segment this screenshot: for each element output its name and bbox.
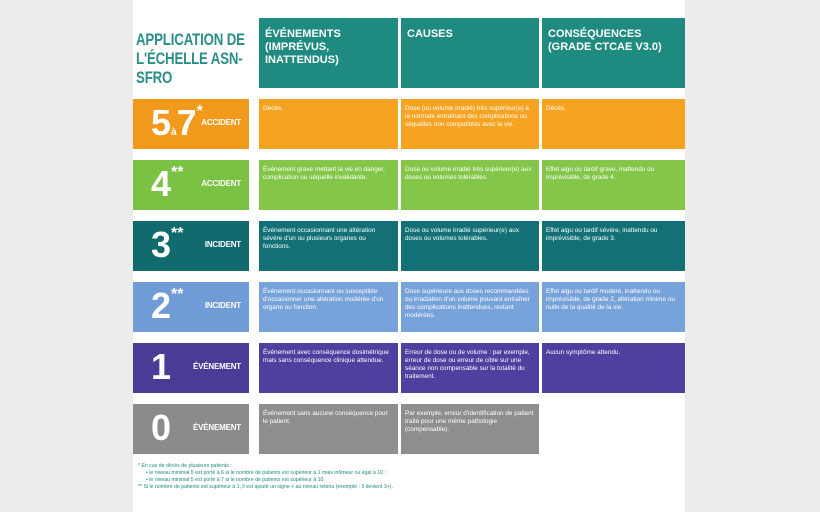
level-value: 0	[151, 407, 172, 448]
consequence-cell: Effet aigu ou tardif sévère, inattendu ou imprévisible, de grade 3.	[542, 221, 685, 271]
evenement-cell: Événement sans aucune conséquence pour le patient.	[259, 404, 398, 454]
level-label: ÉVÉNEMENT	[193, 362, 241, 371]
level-cell	[133, 160, 249, 210]
right-background	[685, 0, 820, 512]
level-cell	[133, 221, 249, 271]
level-label: INCIDENT	[204, 240, 241, 249]
evenement-cell: Décès.	[259, 99, 398, 149]
footnote-4: ** Si le nombre de patients est supérieur à 1, il est ajouté un signe + au niveau retenu (exemple : 3 devient 3+).	[138, 484, 393, 490]
document-page	[133, 0, 685, 512]
consequence-cell: Effet aigu ou tardif grave, inattendu ou imprévisible, de grade 4.	[542, 160, 685, 210]
level-cell	[133, 282, 249, 332]
cause-cell: Dose supérieure aux doses recommandées ou irradiation d'un volume pouvant entraîner des complications inattendues, restant modérées.	[401, 282, 539, 332]
level-label: ÉVÉNEMENT	[193, 423, 241, 432]
level-cell	[133, 343, 249, 393]
level-cell	[133, 404, 249, 454]
footnote-1: * En cas de décès de plusieurs patients :	[138, 463, 232, 469]
header-consequences: CONSÉQUENCES (GRADE CTCAE V3.0)	[542, 18, 685, 88]
consequence-cell: Effet aigu ou tardif modéré, inattendu ou imprévisible, de grade 2, altération minime ou nulle de la qualité de la vie.	[542, 282, 685, 332]
level-value-max: 7	[176, 102, 197, 143]
level-label: ACCIDENT	[201, 179, 241, 188]
level-value: 4	[151, 163, 172, 204]
evenement-cell: Événement grave mettant la vie en danger, complication ou séquelle invalidante.	[259, 160, 398, 210]
cause-cell: Dose ou volume irradié très supérieur(e) aux doses ou volumes tolérables.	[401, 160, 539, 210]
level-value: 3	[151, 224, 172, 265]
header-evenements: ÉVÉNEMENTS (IMPRÉVUS, INATTENDUS)	[259, 18, 398, 88]
cause-cell: Dose ou volume irradié supérieur(e) aux doses ou volumes tolérables.	[401, 221, 539, 271]
level-number	[151, 346, 171, 388]
evenement-cell: Événement occasionnant ou susceptible d'occasionner une altération modérée d'un organe ou fonction.	[259, 282, 398, 332]
footnote-2: • le niveau minimal 5 est porté à 6 si le nombre de patients est supérieur à 1 mais inférieur ou égal à 10 ;	[146, 470, 386, 476]
footnote-3: • le niveau minimal 5 est porté à 7 si le nombre de patients est supérieur à 10.	[146, 477, 325, 483]
level-number	[151, 407, 171, 449]
level-number	[151, 224, 183, 266]
level-value: 1	[151, 346, 172, 387]
consequence-cell: Aucun symptôme attendu.	[542, 343, 685, 393]
level-footnote-mark: **	[171, 164, 184, 181]
level-footnote-mark: **	[171, 225, 184, 242]
level-separator: à	[171, 127, 177, 138]
level-number	[151, 163, 183, 205]
level-value: 2	[151, 285, 172, 326]
level-label: ACCIDENT	[201, 118, 241, 127]
evenement-cell: Événement avec conséquence dosimétrique mais sans conséquence clinique attendue.	[259, 343, 398, 393]
level-footnote-mark: *	[196, 103, 203, 120]
cause-cell: Dose (ou volume irradié) très supérieur(e) à la normale entraînant des complications ou séquelles non compatibles avec la vie.	[401, 99, 539, 149]
header-causes: CAUSES	[401, 18, 539, 88]
level-number	[151, 102, 203, 154]
left-background	[0, 0, 133, 512]
cause-cell: Erreur de dose ou de volume : par exemple, erreur de dose ou erreur de cible sur une séance non compensable sur la totalité du traitement.	[401, 343, 539, 393]
cause-cell: Par exemple, erreur d'identification de patient traité pour une même pathologie (compensable).	[401, 404, 539, 454]
page-title: APPLICATION DE L'ÉCHELLE ASN-SFRO	[136, 30, 245, 87]
level-value: 5	[151, 102, 172, 143]
evenement-cell: Événement occasionnant une altération sévère d'un ou plusieurs organes ou fonctions.	[259, 221, 398, 271]
level-label: INCIDENT	[204, 301, 241, 310]
level-cell	[133, 99, 249, 149]
footnotes	[138, 462, 678, 492]
consequence-cell: Décès.	[542, 99, 685, 149]
level-number	[151, 285, 183, 327]
level-footnote-mark: **	[171, 286, 184, 303]
